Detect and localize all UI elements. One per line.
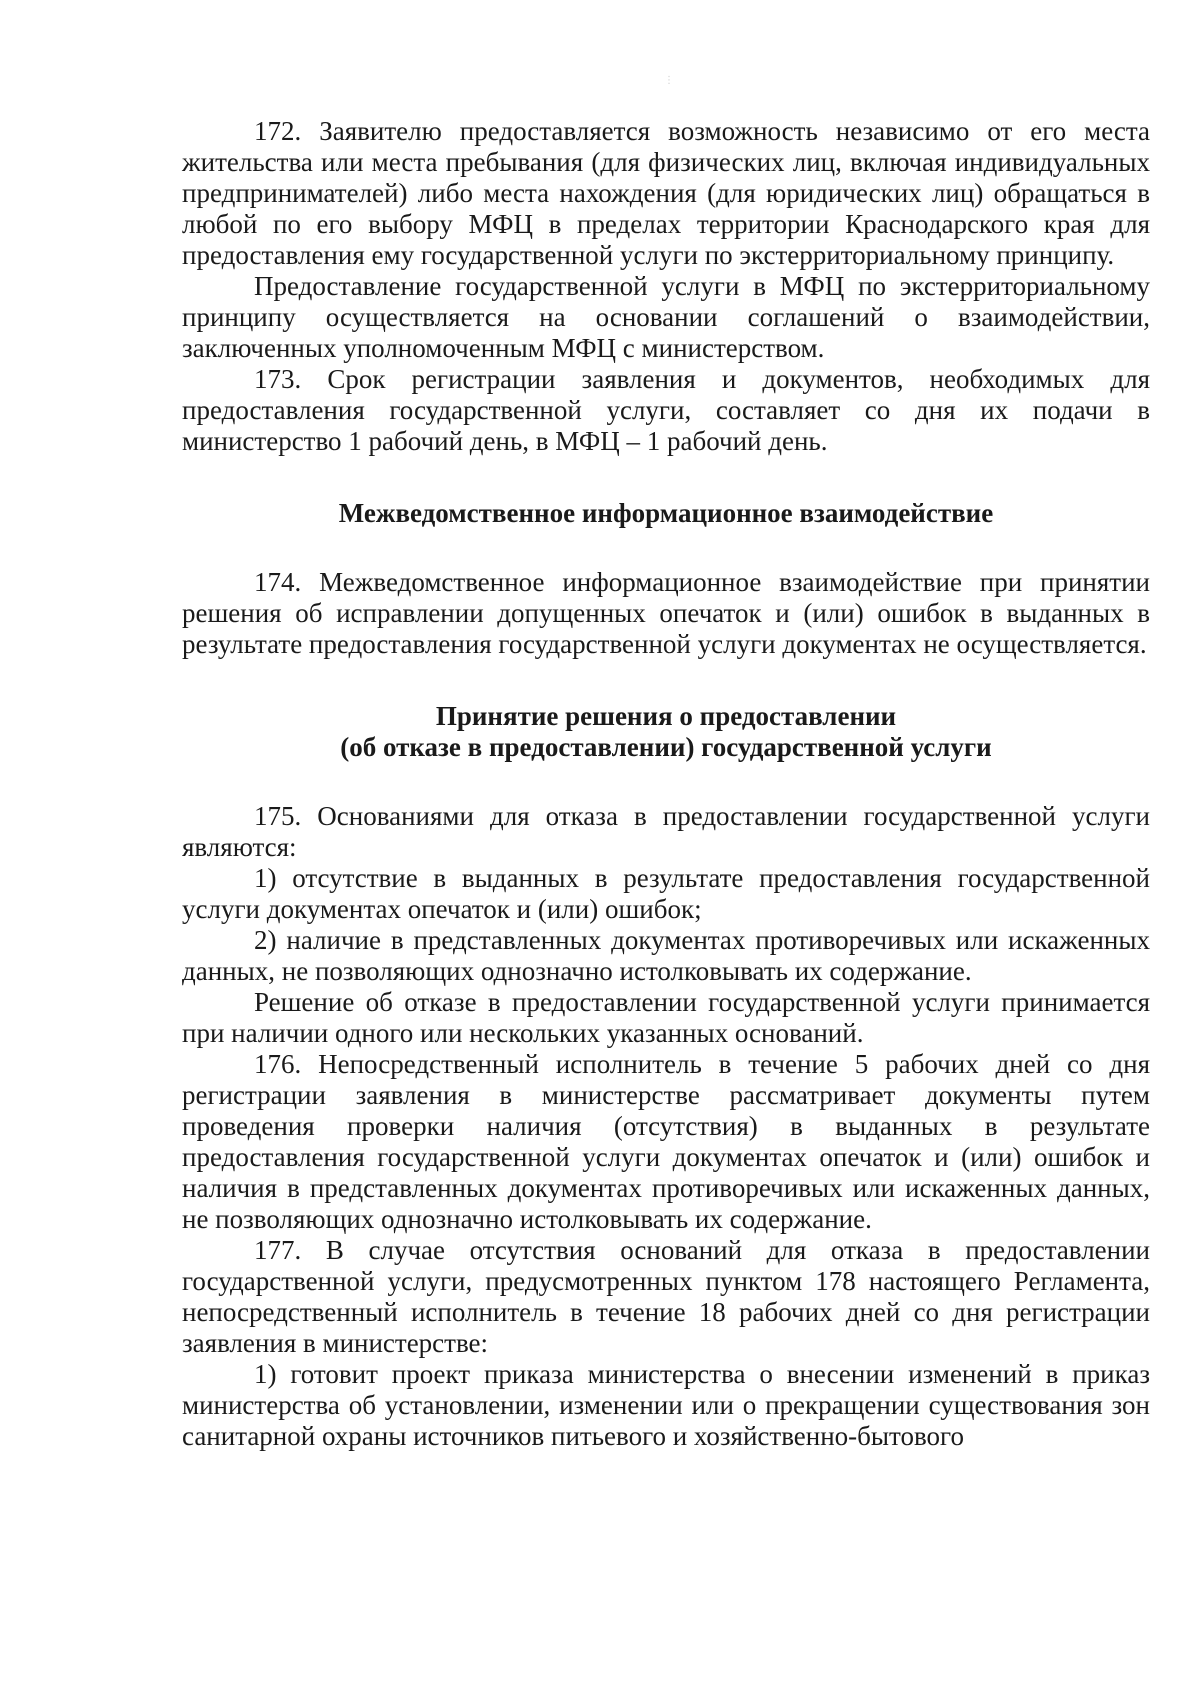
paragraph-173: 173. Срок регистрации заявления и документов, необходимых для предоставления государственной услуги, составляет со дня их подачи в министерство 1 рабочий день, в МФЦ – 1 рабочий день. bbox=[182, 364, 1150, 456]
document-body bbox=[182, 116, 1150, 1452]
paragraph-176: 176. Непосредственный исполнитель в течение 5 рабочих дней со дня регистрации заявления в министерстве рассматривает документы путем проведения проверки наличия (отсутствия) в выданных в результате предоставления государственной услуги документах опечаток и (или) ошибок и наличия в представленных документах противоречивых или искаженных данных, не позволяющих однозначно истолковывать их содержание. bbox=[182, 1049, 1150, 1234]
paragraph-175-item-2: 2) наличие в представленных документах противоречивых или искаженных данных, не позволяющих однозначно истолковывать их содержание. bbox=[182, 925, 1150, 986]
scan-speck: ⋮ bbox=[664, 75, 674, 86]
paragraph-174: 174. Межведомственное информационное взаимодействие при принятии решения об исправлении допущенных опечаток и (или) ошибок в выданных в результате предоставления государственной услуги документах не осуществляется. bbox=[182, 567, 1150, 659]
paragraph-175-item-1: 1) отсутствие в выданных в результате предоставления государственной услуги документах опечаток и (или) ошибок; bbox=[182, 863, 1150, 924]
paragraph-175-decision: Решение об отказе в предоставлении государственной услуги принимается при наличии одного или нескольких указанных оснований. bbox=[182, 987, 1150, 1048]
section-heading-interagency: Межведомственное информационное взаимодействие bbox=[338, 498, 994, 528]
section-heading-decision-line-1: Принятие решения о предоставлении bbox=[435, 701, 897, 731]
section-heading-decision-line-2: (об отказе в предоставлении) государственной услуги bbox=[340, 732, 992, 762]
paragraph-177-item-1: 1) готовит проект приказа министерства о внесении изменений в приказ министерства об установлении, изменении или о прекращении существования зон санитарной охраны источников питьевого и хозяйственно-бытового bbox=[182, 1359, 1150, 1451]
section-heading-decision bbox=[182, 701, 1150, 763]
paragraph-172: 172. Заявителю предоставляется возможность независимо от его места жительства или места пребывания (для физических лиц, включая индивидуальных предпринимателей) либо места нахождения (для юридических лиц) обращаться в любой по его выбору МФЦ в пределах территории Краснодарского края для предоставления ему государственной услуги по экстерриториальному принципу. bbox=[182, 116, 1150, 270]
paragraph-175: 175. Основаниями для отказа в предоставлении государственной услуги являются: bbox=[182, 801, 1150, 862]
paragraph-177: 177. В случае отсутствия оснований для отказа в предоставлении государственной услуги, предусмотренных пунктом 178 настоящего Регламента, непосредственный исполнитель в течение 18 рабочих дней со дня регистрации заявления в министерстве: bbox=[182, 1235, 1150, 1358]
paragraph-172-extraterritorial: Предоставление государственной услуги в МФЦ по экстерриториальному принципу осуществляется на основании соглашений о взаимодействии, заключенных уполномоченным МФЦ с министерством. bbox=[182, 271, 1150, 363]
